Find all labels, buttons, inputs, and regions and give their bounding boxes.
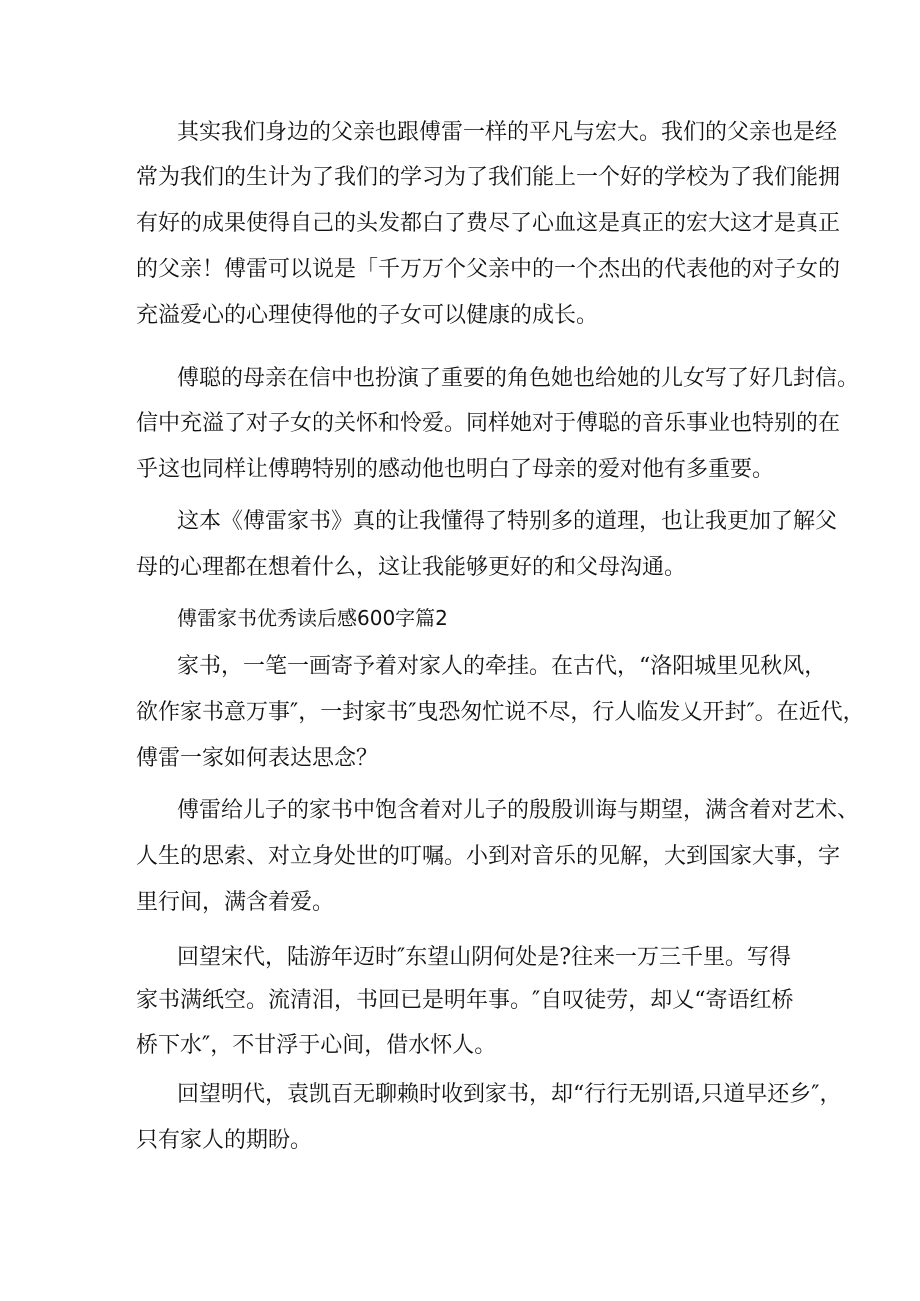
paragraph-5-line-1: 傅雷给儿子的家书中饱含着对儿子的殷殷训诲与期望，满含着对艺术、 [177, 798, 860, 823]
paragraph-4-line-2: 欲作家书意万事″，一封家书″曳恐匆忙说不尽，行人临发乂开封″。在近代， [136, 700, 865, 725]
paragraph-5-line-3: 里行间，满含着爱。 [136, 890, 335, 915]
paragraph-2-line-1: 傅聪的母亲在信中也扮演了重要的角色她也给她的儿女写了好几封信。 [177, 366, 860, 391]
paragraph-1-line-2: 常为我们的生计为了我们的学习为了我们能上一个好的学校为了我们能拥 [136, 165, 841, 190]
paragraph-6-line-2: 家书满纸空。流清泪，书回已是明年事。″自叹徒劳，却乂“寄语红桥 [136, 988, 794, 1013]
paragraph-4-line-3: 傅雷一家如何表达思念？ [136, 746, 379, 771]
section-heading: 傅雷家书优秀读后感600字篇2 [177, 606, 448, 630]
paragraph-5-line-2: 人生的思索、对立身处世的叮嘱。小到对音乐的见解，大到国家大事，字 [136, 844, 841, 869]
paragraph-2-line-3: 乎这也同样让傅聘特别的感动他也明白了母亲的爱对他有多重要。 [136, 457, 775, 482]
paragraph-6-line-3: 桥下水″，不甘浮于心间，借水怀人。 [136, 1033, 497, 1058]
paragraph-1-line-5: 充溢爱心的心理使得他的子女可以健康的成长。 [136, 303, 599, 328]
paragraph-2-line-2: 信中充溢了对子女的关怀和怜爱。同样她对于傅聪的音乐事业也特别的在 [136, 411, 841, 436]
paragraph-7-line-1: 回望明代，袁凯百无聊赖时收到家书，却“行行无别语,只道早还乡″， [177, 1082, 842, 1107]
paragraph-7-line-2: 只有家人的期盼。 [136, 1128, 313, 1153]
paragraph-1-line-3: 有好的成果使得自己的头发都白了费尽了心血这是真正的宏大这才是真正 [136, 211, 841, 236]
paragraph-3-line-1: 这本《傅雷家书》真的让我懂得了特别多的道理，也让我更加了解父 [177, 509, 838, 534]
paragraph-6-line-1: 回望宋代，陆游年迈时″东望山阴何处是?往来一万三千里。写得 [177, 945, 792, 970]
paragraph-1-line-1: 其实我们身边的父亲也跟傅雷一样的平凡与宏大。我们的父亲也是经 [177, 120, 838, 145]
paragraph-1-line-4: 的父亲！傅雷可以说是「千万万个父亲中的一个杰出的代表他的对子女的 [136, 257, 841, 282]
paragraph-3-line-2: 母的心理都在想着什么，这让我能够更好的和父母沟通。 [136, 555, 687, 580]
paragraph-4-line-1: 家书，一笔一画寄予着对家人的牵挂。在古代，“洛阳城里见秋风， [177, 654, 827, 679]
